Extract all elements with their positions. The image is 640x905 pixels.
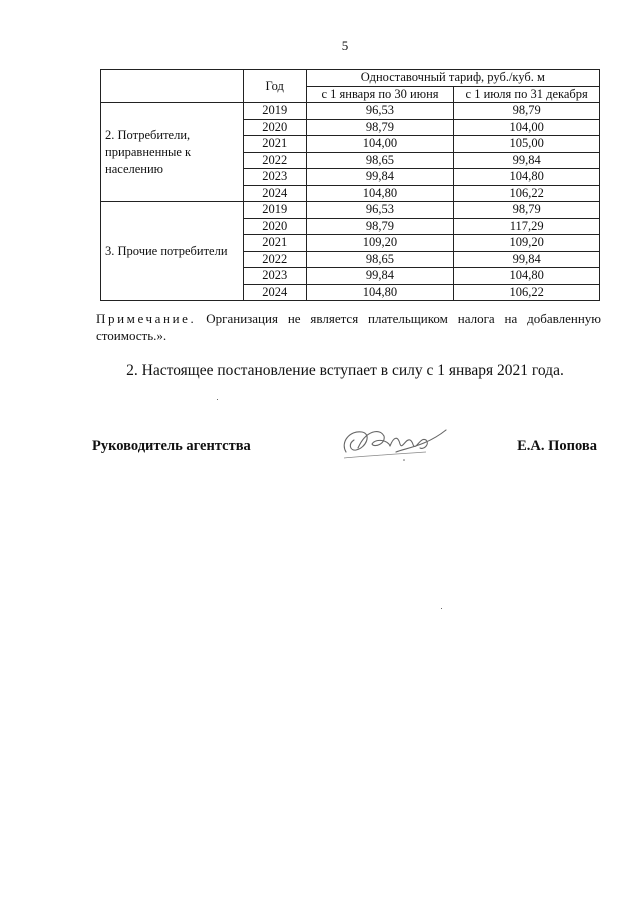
table-row <box>101 103 600 120</box>
year-cell: 2024 <box>243 185 306 202</box>
handwritten-signature <box>336 418 456 470</box>
tariff-h2-cell: 99,84 <box>454 251 600 268</box>
tariff-h2-cell: 104,80 <box>454 169 600 186</box>
table-body <box>101 103 600 301</box>
note-label: Примечание. <box>96 311 197 326</box>
signatory-title: Руководитель агентства <box>92 438 251 454</box>
tariff-h1-cell: 98,65 <box>306 152 454 169</box>
tariff-h2-cell: 98,79 <box>454 103 600 120</box>
tariff-h2-cell: 105,00 <box>454 136 600 153</box>
tariff-h1-cell: 99,84 <box>306 268 454 285</box>
year-cell: 2022 <box>243 251 306 268</box>
year-cell: 2019 <box>243 103 306 120</box>
category-cell: 3. Прочие потребители <box>101 202 244 301</box>
note <box>96 310 601 344</box>
header-year: Год <box>243 70 306 103</box>
tariff-h2-cell: 106,22 <box>454 284 600 301</box>
year-cell: 2022 <box>243 152 306 169</box>
tariff-table <box>100 69 600 301</box>
category-cell: 2. Потребители, приравненные к населению <box>101 103 244 202</box>
header-period-1: с 1 января по 30 июня <box>306 86 454 103</box>
tariff-h1-cell: 96,53 <box>306 202 454 219</box>
scan-speck <box>217 399 218 400</box>
table-header-row <box>101 70 600 87</box>
tariff-h1-cell: 104,80 <box>306 284 454 301</box>
tariff-h1-cell: 104,80 <box>306 185 454 202</box>
tariff-h2-cell: 98,79 <box>454 202 600 219</box>
tariff-h2-cell: 117,29 <box>454 218 600 235</box>
clause-2: 2. Настоящее постановление вступает в силу с 1 января 2021 года. <box>126 362 564 379</box>
year-cell: 2023 <box>243 169 306 186</box>
signatory-name: Е.А. Попова <box>517 438 597 454</box>
tariff-h1-cell: 96,53 <box>306 103 454 120</box>
tariff-h2-cell: 104,80 <box>454 268 600 285</box>
tariff-h1-cell: 98,65 <box>306 251 454 268</box>
page-number: 5 <box>341 38 349 53</box>
header-tariff: Одноставочный тариф, руб./куб. м <box>306 70 599 87</box>
year-cell: 2023 <box>243 268 306 285</box>
tariff-h1-cell: 109,20 <box>306 235 454 252</box>
scan-speck <box>441 608 442 609</box>
tariff-h2-cell: 99,84 <box>454 152 600 169</box>
tariff-h2-cell: 109,20 <box>454 235 600 252</box>
tariff-h1-cell: 98,79 <box>306 218 454 235</box>
header-empty-cell <box>101 70 244 103</box>
tariff-h2-cell: 106,22 <box>454 185 600 202</box>
table-row <box>101 202 600 219</box>
year-cell: 2020 <box>243 119 306 136</box>
tariff-h1-cell: 99,84 <box>306 169 454 186</box>
note-text: Организация не является плательщиком налога на добавленную стоимость.». <box>96 311 602 343</box>
year-cell: 2024 <box>243 284 306 301</box>
tariff-h1-cell: 104,00 <box>306 136 454 153</box>
tariff-h1-cell: 98,79 <box>306 119 454 136</box>
header-period-2: с 1 июля по 31 декабря <box>454 86 600 103</box>
year-cell: 2021 <box>243 235 306 252</box>
year-cell: 2021 <box>243 136 306 153</box>
tariff-h2-cell: 104,00 <box>454 119 600 136</box>
year-cell: 2020 <box>243 218 306 235</box>
year-cell: 2019 <box>243 202 306 219</box>
